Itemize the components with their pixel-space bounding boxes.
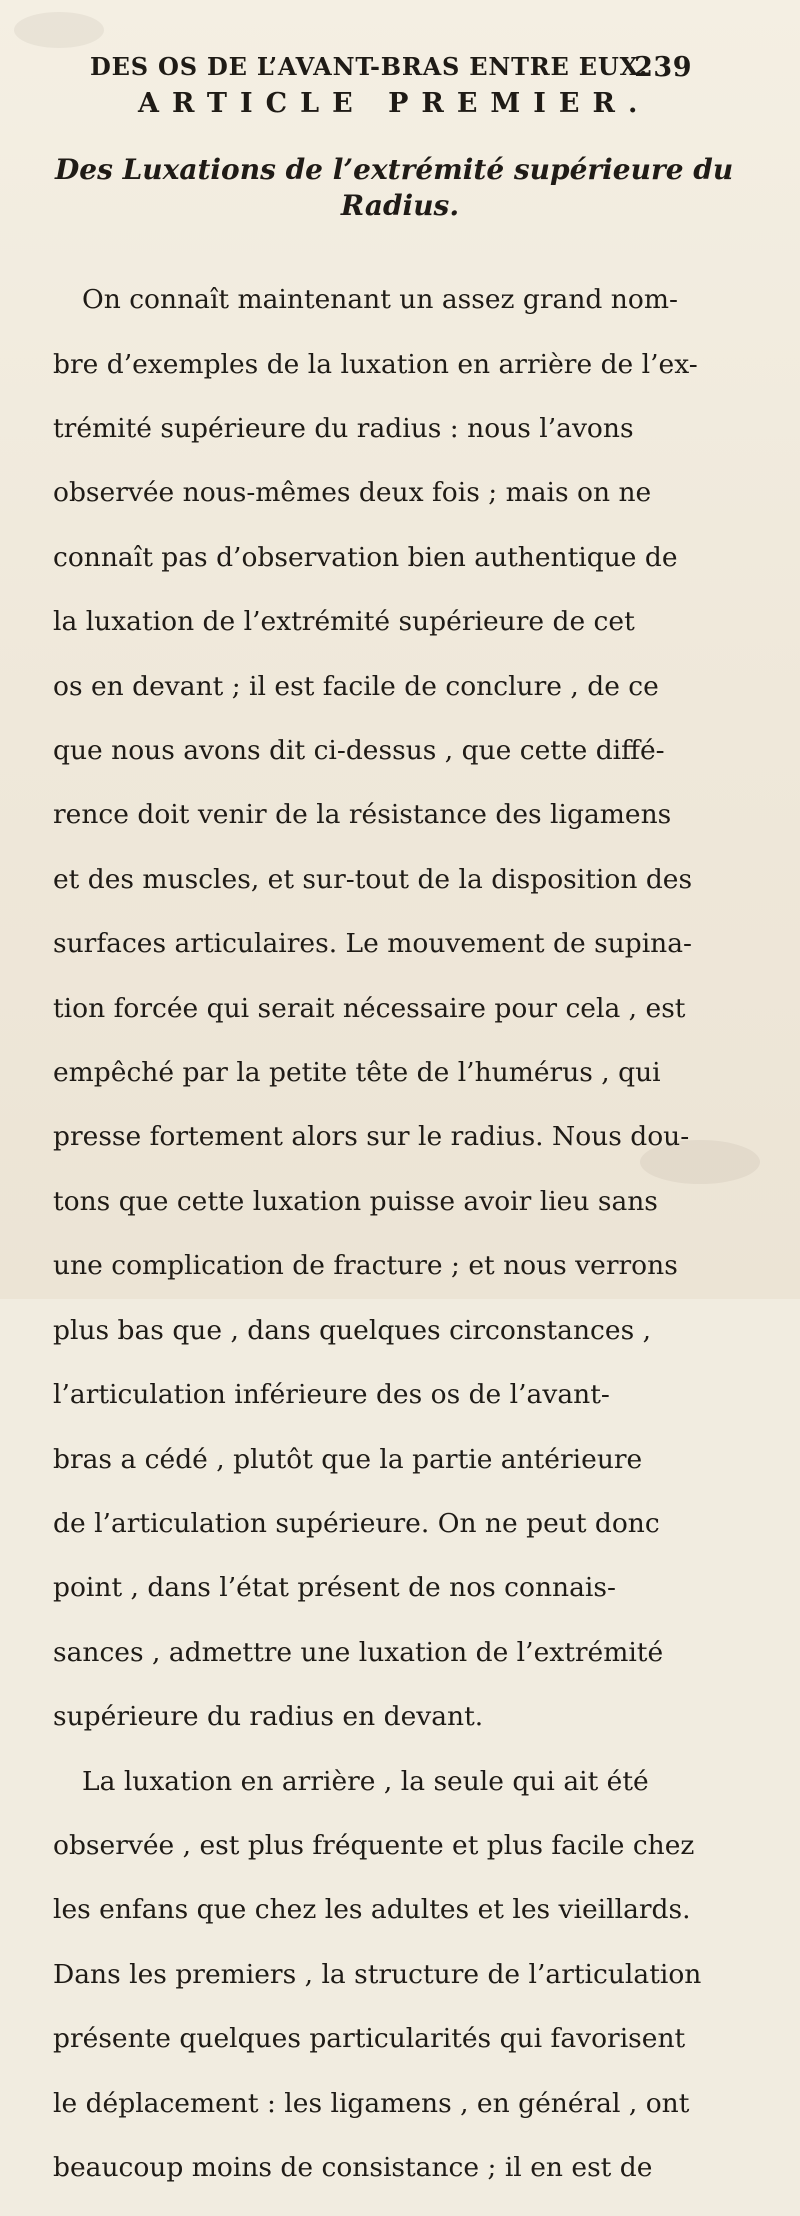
- body-line: et des muscles, et sur-tout de la disposition des: [53, 863, 693, 895]
- body-line: surfaces articulaires. Le mouvement de supina-: [53, 928, 692, 960]
- body-line: supérieure du radius en devant.: [53, 1701, 484, 1733]
- body-line: tons que cette luxation puisse avoir lieu sans: [53, 1185, 658, 1217]
- body-line: plus bas que , dans quelques circonstances ,: [53, 1314, 652, 1346]
- section-heading: ARTICLE PREMIER.: [138, 88, 651, 119]
- body-line: de l’articulation supérieure. On ne peut donc: [53, 1507, 660, 1539]
- running-title: DES OS DE L’AVANT-BRAS ENTRE EUX.: [90, 52, 649, 81]
- body-line: connaît pas d’observation bien authentique de: [53, 541, 678, 573]
- body-line: la luxation de l’extrémité supérieure de cet: [53, 606, 635, 638]
- body-line: trémité supérieure du radius : nous l’avons: [53, 413, 634, 445]
- body-line: observée nous-mêmes deux fois ; mais on ne: [53, 477, 652, 509]
- body-line: Dans les premiers , la structure de l’articulation: [53, 1958, 702, 1990]
- body-line: présente quelques particularités qui favorisent: [53, 2023, 686, 2055]
- body-line: On connaît maintenant un assez grand nom-: [82, 284, 678, 316]
- body-line: La luxation en arrière , la seule qui ait été: [82, 1765, 649, 1797]
- body-line: presse fortement alors sur le radius. Nous dou-: [53, 1121, 690, 1153]
- page-number: 239: [634, 52, 692, 83]
- body-line: une complication de fracture ; et nous verrons: [53, 1250, 678, 1282]
- body-line: bras a cédé , plutôt que la partie antérieure: [53, 1443, 643, 1475]
- body-line: sances , admettre une luxation de l’extrémité: [53, 1636, 664, 1668]
- body-line: tion forcée qui serait nécessaire pour cela , est: [53, 992, 686, 1024]
- chapter-title-line-2: Radius.: [340, 189, 460, 222]
- body-line: empêché par la petite tête de l’humérus , qui: [53, 1057, 661, 1089]
- body-line: beaucoup moins de consistance ; il en est de: [53, 2151, 653, 2183]
- body-line: le déplacement : les ligamens , en général , ont: [53, 2087, 690, 2119]
- body-line: que nous avons dit ci-dessus , que cette diffé-: [53, 735, 665, 767]
- body-line: point , dans l’état présent de nos connais-: [53, 1572, 616, 1604]
- body-line: les enfans que chez les adultes et les vieillards.: [53, 1894, 691, 1926]
- body-text: [53, 252, 733, 2216]
- body-line: os en devant ; il est facile de conclure , de ce: [53, 670, 659, 702]
- body-line: observée , est plus fréquente et plus facile chez: [53, 1829, 695, 1861]
- paper-stain: [14, 12, 104, 48]
- body-line: bre d’exemples de la luxation en arrière de l’ex-: [53, 348, 698, 380]
- body-line: l’articulation inférieure des os de l’avant-: [53, 1379, 610, 1411]
- chapter-title-line-1: Des Luxations de l’extrémité supérieure du: [55, 153, 734, 186]
- body-line: rence doit venir de la résistance des ligamens: [53, 799, 672, 831]
